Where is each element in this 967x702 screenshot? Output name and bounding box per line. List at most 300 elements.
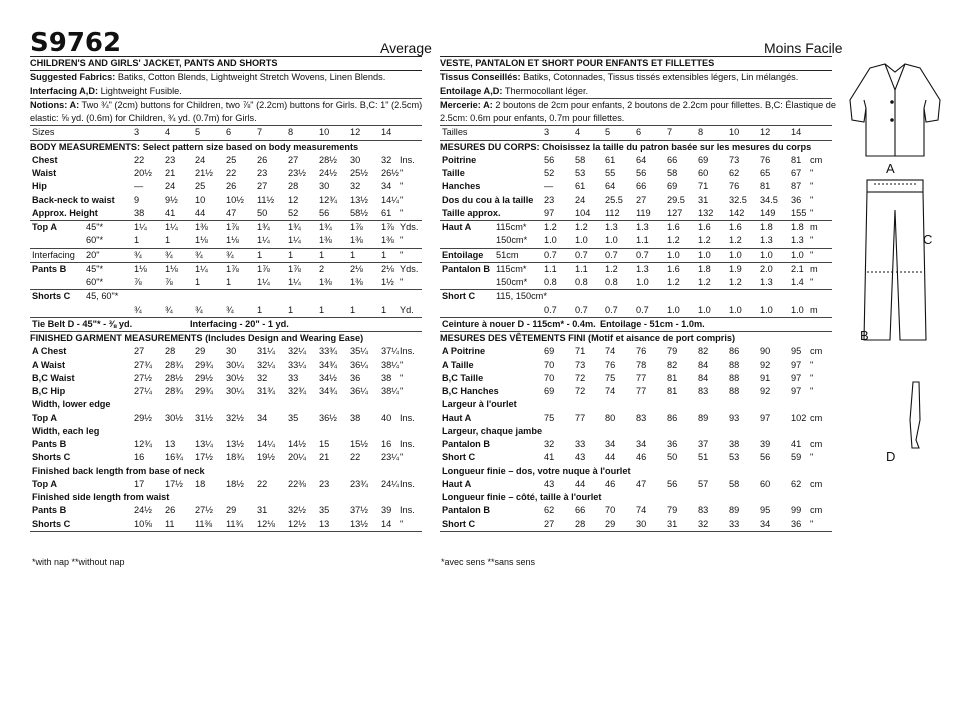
cell-value: 1⅞	[381, 222, 394, 232]
cell-value: 59	[791, 452, 802, 463]
interfacing-line-part: Lightweight Fusible.	[98, 85, 182, 96]
cell-value: 27	[636, 194, 647, 205]
cell-value: 27	[288, 154, 299, 165]
cell-value: 64	[605, 181, 616, 192]
cell-value: 37½	[350, 505, 368, 516]
table-row	[440, 359, 832, 372]
divider	[30, 531, 422, 532]
row-label: Hanches	[442, 181, 481, 192]
cell-value: 1.0	[575, 235, 588, 246]
cell-value: 1¼	[134, 222, 147, 232]
cell-value: 1¼	[288, 235, 301, 246]
section-title	[440, 57, 832, 70]
view-label-b: B	[860, 328, 869, 343]
cell-value: 23¾	[350, 478, 368, 489]
cell-value: 28	[288, 181, 299, 192]
cell-value: 1.1	[544, 263, 557, 274]
tie-belt-label: Ceinture à nouer D - 115cm* - 0.4m.	[442, 318, 596, 329]
cell-value: 58	[667, 168, 678, 178]
unit: Ins.	[400, 439, 415, 449]
cell-value: 32¾	[288, 386, 306, 396]
row-label: Short C	[442, 452, 476, 463]
cell-value: 78	[636, 359, 647, 370]
row-label: Shorts C	[32, 452, 71, 463]
row-label: Longueur finie – dos, votre nuque à l'ourlet	[442, 465, 631, 476]
unit: cm	[810, 412, 823, 423]
row-label: Top A	[32, 478, 57, 489]
cell-value: 23¼	[381, 452, 399, 463]
row-label: Poitrine	[442, 154, 477, 165]
table-row	[30, 491, 422, 504]
cell-value: 9½	[165, 194, 178, 205]
unit: "	[400, 207, 404, 218]
table-row	[440, 276, 832, 289]
cell-value: 70	[605, 505, 616, 516]
table-row	[440, 221, 832, 234]
row-label: Interfacing	[32, 249, 75, 260]
cell-value: 1.0	[667, 304, 680, 315]
cell-value: 34	[760, 518, 771, 529]
cell-value: 27	[544, 518, 555, 529]
cell-value: 1⅛	[134, 263, 147, 274]
cell-value: 24	[575, 194, 586, 205]
cell-value: 132	[698, 207, 714, 218]
tie-belt-row	[440, 318, 832, 331]
cell-value: 36¼	[350, 359, 368, 370]
unit: cm	[810, 346, 823, 357]
cell-value: 55	[605, 168, 616, 178]
cell-value: 17½	[195, 452, 213, 463]
unit: cm	[810, 439, 823, 449]
cell-value: 38	[134, 207, 145, 218]
unit: "	[400, 194, 404, 205]
row-sublabel: 45"*	[86, 222, 104, 232]
table-row	[440, 180, 832, 193]
row-label: Longueur finie – côté, taille à l'ourlet	[442, 492, 602, 502]
footnote-fr: *avec sens **sans sens	[441, 557, 536, 567]
cell-value: 34¾	[319, 386, 337, 396]
cell-value: 12¾	[319, 194, 337, 205]
cell-value: 2.0	[760, 263, 773, 274]
interfacing-line-part: Interfacing A,D:	[30, 85, 99, 96]
cell-value: 39	[381, 505, 392, 516]
row-label: Haut A	[442, 412, 472, 423]
cell-value: 89	[698, 412, 709, 423]
cell-value: 82	[698, 346, 709, 357]
row-label: Short C	[442, 291, 476, 302]
cell-value: 1⅜	[319, 235, 332, 246]
cell-value: 27¾	[134, 359, 152, 370]
unit: m	[810, 263, 818, 274]
section-title	[30, 57, 422, 70]
garment-illustrations	[840, 60, 950, 480]
cell-value: 1.8	[791, 222, 804, 232]
cell-value: 24¼	[381, 478, 399, 489]
cell-value: 34.5	[760, 194, 778, 205]
cell-value: 112	[605, 207, 620, 218]
cell-value: 23	[544, 194, 555, 205]
unit: "	[810, 249, 814, 260]
row-label: Pantalon B	[442, 505, 490, 516]
cell-value: 0.7	[636, 304, 649, 315]
cell-value: 1¾	[288, 222, 301, 232]
unit: "	[400, 518, 404, 529]
notions-line	[30, 99, 422, 112]
cell-value: 1.2	[544, 222, 557, 232]
fabrics-line-part: Batiks, Cotton Blends, Lightweight Stretch Wovens, Linen Blends.	[115, 72, 386, 83]
unit: "	[810, 277, 814, 287]
cell-value: 30½	[165, 412, 183, 423]
row-label: Pantalon B	[442, 263, 490, 274]
cell-value: 81	[667, 372, 678, 383]
cell-value: 23	[165, 154, 176, 165]
unit: cm	[810, 505, 823, 516]
cell-value: 1¾	[319, 222, 332, 232]
cell-value: 23½	[288, 168, 306, 178]
table-row	[440, 518, 832, 531]
cell-value: 1.2	[698, 277, 711, 287]
row-label: Short C	[442, 518, 476, 529]
table-row	[30, 194, 422, 207]
table-row	[440, 425, 832, 438]
cell-value: 82	[667, 359, 678, 370]
cell-value: 75	[605, 372, 616, 383]
cell-value: 1.0	[698, 304, 711, 315]
cell-value: 76	[605, 359, 616, 370]
table-row	[30, 304, 422, 317]
row-label: B,C Hip	[32, 386, 66, 396]
cell-value: 2.1	[791, 263, 804, 274]
cell-value: 43	[575, 452, 586, 463]
cell-value: 30	[636, 518, 647, 529]
cell-value: 13	[319, 518, 330, 529]
cell-value: —	[134, 181, 144, 192]
row-label: Shorts C	[32, 291, 71, 302]
cell-value: 97	[760, 412, 771, 423]
row-label: B,C Taille	[442, 372, 484, 383]
cell-value: 58	[575, 154, 586, 165]
table-row	[440, 504, 832, 517]
cell-value: 25½	[350, 168, 368, 178]
cell-value: 77	[636, 372, 647, 383]
row-label: Waist	[32, 168, 57, 178]
cell-value: 32	[544, 439, 555, 449]
unit: Yd.	[400, 304, 414, 315]
table-row	[30, 359, 422, 372]
size-cell: 4	[165, 127, 171, 138]
size-cell: 8	[698, 127, 704, 138]
unit: "	[810, 359, 814, 370]
cell-value: 1	[381, 249, 387, 260]
cell-value: 16	[381, 439, 392, 449]
cell-value: 1	[257, 304, 263, 315]
cell-value: 41	[544, 452, 555, 463]
cell-value: 88	[729, 386, 740, 396]
cell-value: 142	[729, 207, 745, 218]
cell-value: 62	[544, 505, 555, 516]
row-label: Width, each leg	[32, 425, 100, 436]
cell-value: 71	[698, 181, 709, 192]
cell-value: 17½	[165, 478, 183, 489]
cell-value: 1⅞	[257, 263, 270, 274]
table-row	[440, 154, 832, 167]
size-cell: 12	[760, 127, 771, 138]
unit: "	[810, 372, 814, 383]
cell-value: 31	[698, 194, 709, 205]
cell-value: 18¾	[226, 452, 244, 463]
size-cell: 5	[605, 127, 611, 138]
cell-value: 61	[575, 181, 586, 192]
notions-line-part: 2 boutons de 2cm pour enfants, 2 boutons de 2.2cm pour fillettes. B,C: Élastique de	[492, 99, 836, 110]
cell-value: 73	[575, 359, 586, 370]
body-header	[440, 141, 832, 154]
table-row	[30, 478, 422, 491]
cell-value: 72	[575, 372, 586, 383]
cell-value: 1¼	[165, 222, 178, 232]
cell-value: 1.0	[729, 249, 742, 260]
cell-value: 1.2	[605, 263, 618, 274]
notions-line-part: Mercerie: A:	[440, 99, 493, 110]
fabrics-line-part: Suggested Fabrics:	[30, 72, 116, 83]
cell-value: 32.5	[729, 194, 747, 205]
cell-value: 52	[544, 168, 555, 178]
cell-value: 1.3	[760, 235, 773, 246]
table-row	[440, 465, 832, 478]
cell-value: 1.0	[605, 235, 618, 246]
cell-value: 31	[667, 518, 678, 529]
unit: cm	[810, 154, 823, 165]
row-label: Taille approx.	[442, 207, 501, 218]
cell-value: 1	[165, 235, 171, 246]
cell-value: 13	[165, 439, 176, 449]
row-label: A Poitrine	[442, 346, 486, 357]
cell-value: 74	[636, 505, 647, 516]
cell-value: 1⅞	[288, 263, 301, 274]
cell-value: 1.1	[575, 263, 588, 274]
cell-value: 104	[575, 207, 591, 218]
cell-value: 36	[667, 439, 678, 449]
row-sublabel: 20"	[86, 249, 100, 260]
tie-interfacing: Entoilage - 51cm - 1.0m.	[600, 318, 705, 329]
cell-value: 86	[667, 412, 678, 423]
cell-value: 1	[350, 249, 356, 260]
row-sublabel: 60"*	[86, 277, 104, 287]
row-label: Largeur à l'ourlet	[442, 399, 517, 410]
cell-value: 25	[195, 181, 206, 192]
cell-value: 86	[729, 346, 740, 357]
row-label: Haut A	[442, 478, 472, 489]
table-row	[30, 263, 422, 276]
cell-value: 76	[636, 346, 647, 357]
cell-value: 12⅛	[257, 518, 275, 529]
cell-value: 1.0	[544, 235, 557, 246]
cell-value: 32	[698, 518, 709, 529]
sizes-row	[30, 126, 422, 139]
cell-value: 1.0	[760, 249, 773, 260]
row-label: Shorts C	[32, 518, 71, 529]
cell-value: 43	[544, 478, 555, 489]
cell-value: 1.2	[729, 277, 742, 287]
cell-value: 10⅝	[134, 518, 152, 529]
cell-value: 13½	[350, 194, 368, 205]
cell-value: 44	[195, 207, 206, 218]
cell-value: 1	[350, 304, 356, 315]
cell-value: ¾	[165, 249, 173, 260]
tie-interfacing: Interfacing - 20" - 1 yd.	[190, 318, 289, 329]
cell-value: 149	[760, 207, 776, 218]
cell-value: 39	[760, 439, 771, 449]
cell-value: 75	[544, 412, 555, 423]
table-row	[440, 194, 832, 207]
cell-value: 30	[319, 181, 330, 192]
cell-value: 47	[226, 207, 237, 218]
cell-value: 32¼	[288, 346, 306, 357]
cell-value: 1¼	[288, 277, 301, 287]
cell-value: 21	[165, 168, 176, 178]
cell-value: 69	[544, 346, 555, 357]
cell-value: 27	[257, 181, 268, 192]
notions-line-part: Notions: A:	[30, 99, 80, 110]
cell-value: 1.3	[605, 222, 618, 232]
unit: "	[810, 181, 814, 192]
cell-value: 23	[319, 478, 330, 489]
interfacing-line-part: Entoilage A,D:	[440, 85, 503, 96]
table-row	[30, 290, 422, 303]
cell-value: ⅞	[134, 277, 142, 287]
cell-value: 62	[791, 478, 802, 489]
cell-value: 14¼	[381, 194, 399, 205]
finished-header-part: FINISHED GARMENT MEASUREMENTS (Includes Design and Wearing Ease)	[30, 333, 364, 343]
cell-value: 1.8	[760, 222, 773, 232]
cell-value: 25.5	[605, 194, 623, 205]
row-label: Top A	[32, 222, 57, 232]
table-row	[440, 167, 832, 180]
unit: m	[810, 304, 818, 315]
cell-value: 10	[195, 194, 206, 205]
cell-value: 29	[195, 346, 206, 357]
cell-value: 1	[134, 235, 140, 246]
finished-header	[440, 332, 832, 345]
unit: "	[400, 386, 404, 396]
cell-value: 44	[605, 452, 616, 463]
size-cell: 7	[667, 127, 673, 138]
cell-value: 22	[257, 478, 268, 489]
cell-value: ⅞	[165, 277, 173, 287]
cell-value: 97	[791, 372, 802, 383]
cell-value: 79	[667, 346, 678, 357]
cell-value: 40	[381, 412, 392, 423]
cell-value: 1⅛	[195, 235, 208, 246]
cell-value: 32½	[288, 505, 306, 516]
fabrics-line-part: Batiks, Cotonnades, Tissus tissés extensibles légers, Lin mélangés.	[520, 72, 799, 83]
cell-value: 2	[319, 263, 325, 274]
cell-value: 12¾	[134, 439, 152, 449]
cell-value: 1.6	[667, 222, 680, 232]
cell-value: 62	[729, 168, 740, 178]
row-sublabel: 115cm*	[496, 263, 527, 274]
cell-value: 35¼	[350, 346, 368, 357]
cell-value: 1⅜	[381, 235, 394, 246]
finished-header	[30, 332, 422, 345]
size-cell: 12	[350, 127, 361, 138]
table-row	[440, 372, 832, 385]
size-cell: 6	[636, 127, 642, 138]
cell-value: 102	[791, 412, 807, 423]
row-label: B,C Hanches	[442, 386, 499, 396]
cell-value: 1⅜	[350, 235, 363, 246]
cell-value: 22	[134, 154, 145, 165]
sizes-label: Sizes	[32, 127, 55, 138]
cell-value: 12½	[288, 518, 306, 529]
row-label: Haut A	[442, 222, 472, 232]
cell-value: 1	[288, 304, 294, 315]
cell-value: 1.2	[667, 277, 680, 287]
cell-value: 56	[760, 452, 771, 463]
cell-value: 46	[636, 452, 647, 463]
cell-value: 29	[605, 518, 616, 529]
cell-value: 97	[791, 386, 802, 396]
cell-value: 9	[134, 194, 140, 205]
cell-value: 79	[667, 505, 678, 516]
row-sublabel: 51cm	[496, 249, 519, 260]
cell-value: 36	[791, 194, 802, 205]
cell-value: 38	[381, 372, 392, 383]
cell-value: 36	[350, 372, 361, 383]
cell-value: 30½	[226, 372, 244, 383]
tie-belt-row	[30, 318, 422, 331]
cell-value: 119	[636, 207, 651, 218]
row-label: A Waist	[32, 359, 66, 370]
cell-value: 1	[319, 304, 325, 315]
cell-value: 30¼	[226, 386, 244, 396]
cell-value: 33¼	[288, 359, 306, 370]
cell-value: 66	[636, 181, 647, 192]
cell-value: 14½	[288, 439, 306, 449]
cell-value: 61	[605, 154, 616, 165]
cell-value: 73	[729, 154, 740, 165]
cell-value: 1⅞	[350, 222, 363, 232]
cell-value: 77	[636, 386, 647, 396]
table-row	[440, 207, 832, 220]
cell-value: 16	[134, 452, 145, 463]
row-label: Approx. Height	[32, 207, 98, 218]
size-cell: 7	[257, 127, 263, 138]
cell-value: 53	[575, 168, 586, 178]
cell-value: 1⅞	[226, 222, 239, 232]
pattern-code: S9762	[30, 28, 122, 58]
cell-value: 10½	[226, 194, 244, 205]
cell-value: 28	[575, 518, 586, 529]
cell-value: 33¾	[319, 346, 337, 357]
sizes-label: Tailles	[442, 127, 468, 138]
cell-value: 127	[667, 207, 683, 218]
cell-value: 1.6	[667, 263, 680, 274]
cell-value: 1.2	[729, 235, 742, 246]
cell-value: 83	[698, 386, 709, 396]
row-label: Finished back length from base of neck	[32, 465, 205, 476]
cell-value: 38	[350, 412, 361, 423]
cell-value: 60	[698, 168, 709, 178]
unit: Ins.	[400, 154, 415, 165]
table-row	[30, 180, 422, 193]
cell-value: 30	[226, 346, 237, 357]
row-sublabel: 115cm*	[496, 222, 527, 232]
cell-value: 91	[760, 372, 771, 383]
cell-value: 1.2	[667, 235, 680, 246]
cell-value: 35	[288, 412, 299, 423]
cell-value: 1¼	[195, 263, 208, 274]
cell-value: 0.8	[575, 277, 588, 287]
